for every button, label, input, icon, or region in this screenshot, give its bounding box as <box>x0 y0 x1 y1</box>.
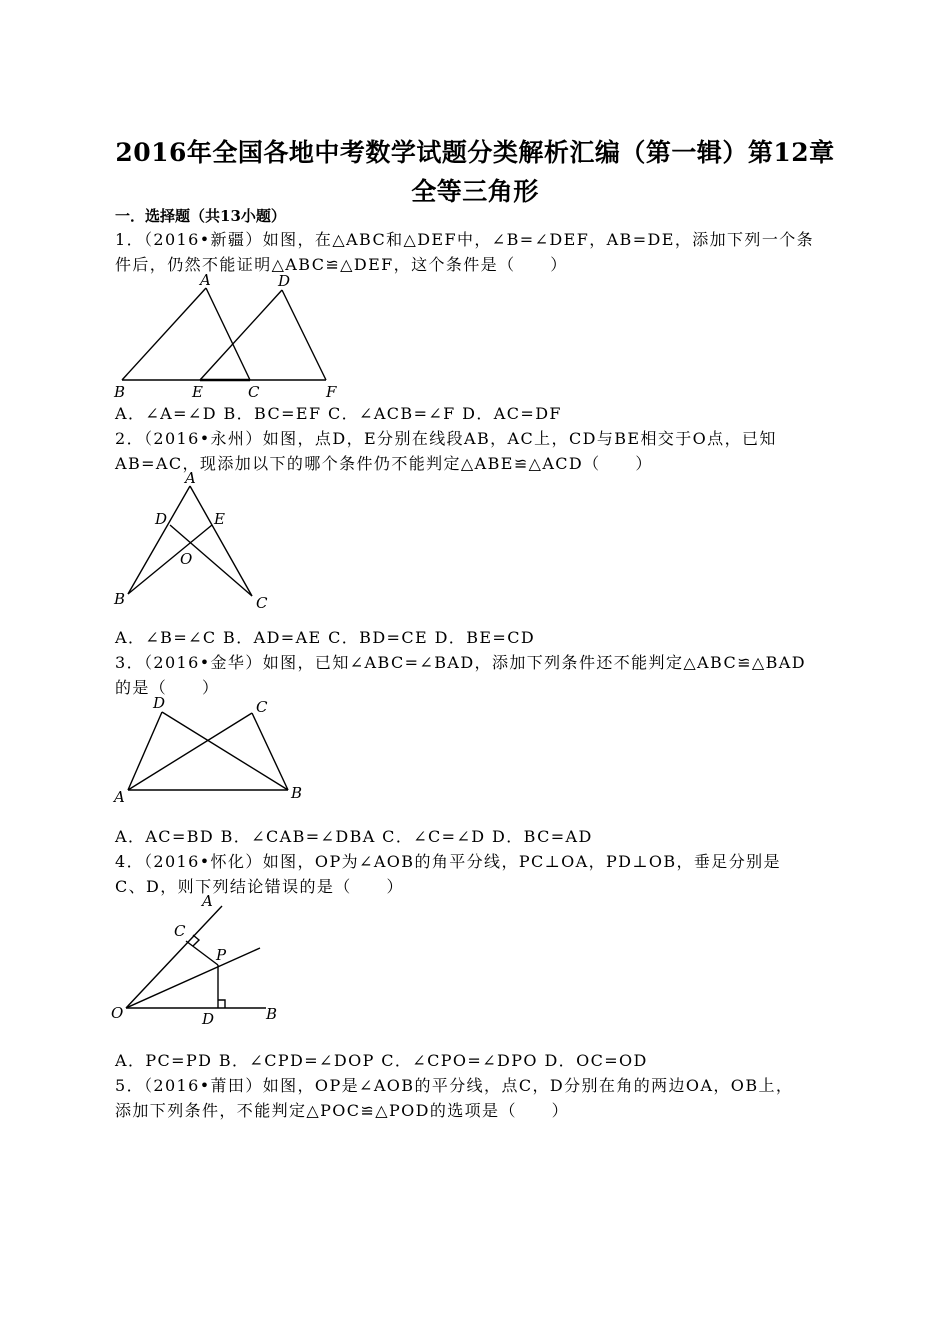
q3-label-c: C <box>256 698 268 716</box>
q2-text-line1: 2．（2016•永州）如图，点D，E分别在线段AB，AC上，CD与BE相交于O点，已知 <box>115 429 777 448</box>
q4-options: A．PC=PD B．∠CPD=∠DOP C．∠CPO=∠DPO D．OC=OD <box>115 1051 648 1070</box>
q3-label-b: B <box>291 784 303 802</box>
q4-text-line1: 4．（2016•怀化）如图，OP为∠AOB的角平分线，PC⊥OA，PD⊥OB，垂足分别是 <box>115 852 781 871</box>
q2-label-e: E <box>214 510 225 528</box>
q1-label-c: C <box>248 383 260 401</box>
q3-label-a: A <box>114 788 125 806</box>
page-title: 2016年全国各地中考数学试题分类解析汇编（第一辑）第12章 <box>115 138 835 167</box>
q1-label-f: F <box>326 383 337 401</box>
q2-label-d: D <box>155 510 168 528</box>
q4-label-a: A <box>202 892 213 910</box>
q4-label-d: D <box>202 1010 215 1028</box>
q1-label-e: E <box>192 383 203 401</box>
q4-text-line2: C、D，则下列结论错误的是（ ） <box>115 877 404 896</box>
q5-text-line1: 5．（2016•莆田）如图，OP是∠AOB的平分线，点C，D分别在角的两边OA，OB上， <box>115 1076 794 1095</box>
q2-options: A．∠B=∠C B．AD=AE C．BD=CE D．BE=CD <box>115 628 536 647</box>
q2-label-a: A <box>185 469 196 487</box>
q2-text-line2: AB=AC，现添加以下的哪个条件仍不能判定△ABE≌△ACD（ ） <box>115 454 653 473</box>
q5-text-line2: 添加下列条件，不能判定△POC≌△POD的选项是（ ） <box>115 1101 570 1120</box>
q4-label-p: P <box>216 946 227 964</box>
q3-options: A．AC=BD B．∠CAB=∠DBA C．∠C=∠D D．BC=AD <box>115 827 593 846</box>
q1-options: A．∠A=∠D B．BC=EF C．∠ACB=∠F D．AC=DF <box>115 404 562 423</box>
q4-label-c: C <box>174 922 186 940</box>
q4-label-b: B <box>266 1005 278 1023</box>
q1-label-d: D <box>278 272 291 290</box>
q3-label-d: D <box>153 694 166 712</box>
q1-label-a: A <box>200 271 211 289</box>
q4-label-o: O <box>111 1004 124 1022</box>
q4-right-angle-d <box>218 1000 225 1008</box>
q3-text-line2: 的是（ ） <box>115 678 220 697</box>
q2-label-c: C <box>256 594 268 612</box>
q2-label-b: B <box>114 590 126 608</box>
q2-label-o: O <box>180 550 193 568</box>
q4-right-angle-c <box>193 935 199 946</box>
q3-text-line1: 3．（2016•金华）如图，已知∠ABC=∠BAD，添加下列条件还不能判定△ABC≌△BAD <box>115 653 806 672</box>
q1-label-b: B <box>114 383 126 401</box>
q1-text-line1: 1．（2016•新疆）如图，在△ABC和△DEF中，∠B=∠DEF，AB=DE，添加下列一个条 <box>115 230 815 249</box>
q1-text-line2: 件后，仍然不能证明△ABC≌△DEF，这个条件是（ ） <box>115 255 568 274</box>
section-heading: 一．选择题（共13小题） <box>115 207 286 225</box>
page-subtitle: 全等三角形 <box>411 177 539 206</box>
